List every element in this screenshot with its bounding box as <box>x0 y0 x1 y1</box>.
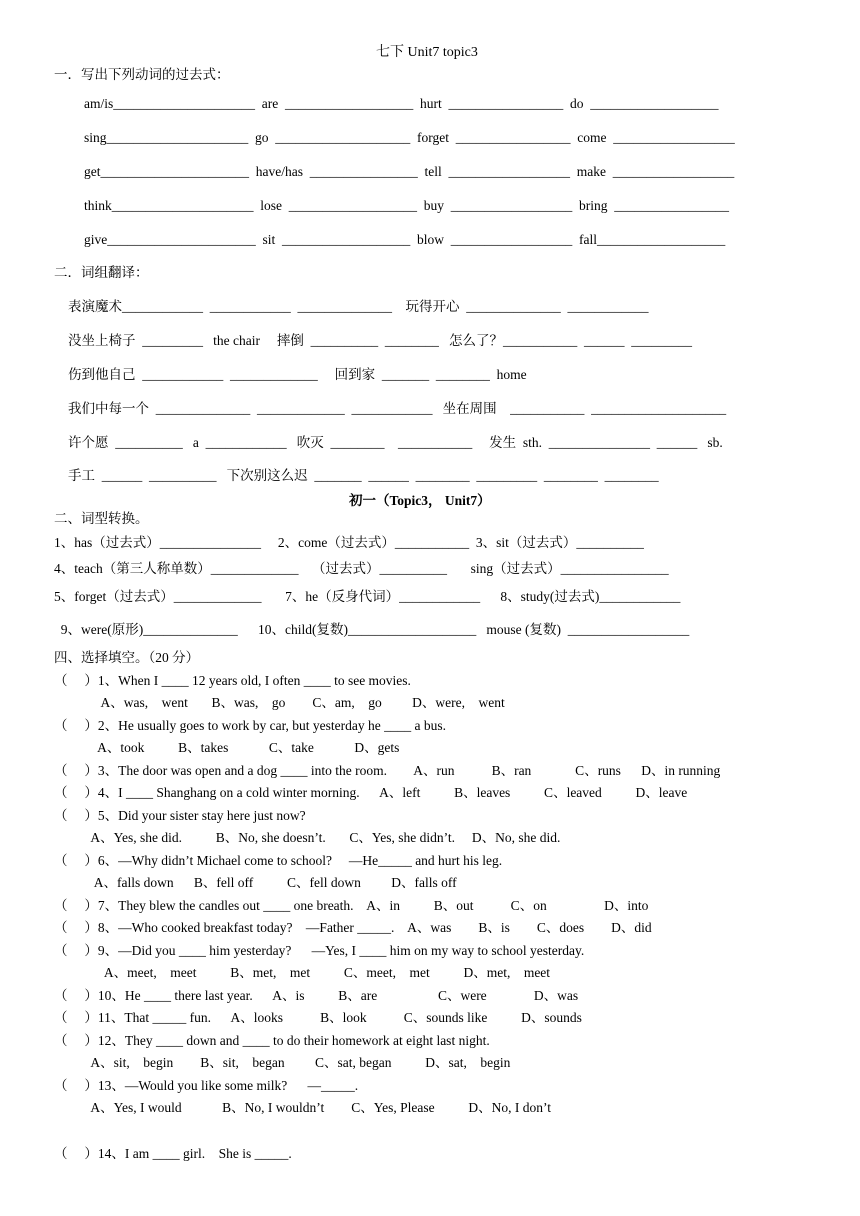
section3-row: 1、has（过去式）_______________ 2、come（过去式）___________ 3、sit（过去式）__________ <box>54 535 644 550</box>
question-line: （ ）4、I ____ Shanghang on a cold winter morning. A、left B、leaves C、leaved D、leave <box>54 785 688 800</box>
question-line: （ ）8、—Who cooked breakfast today? —Father _____. A、was B、is C、does D、did <box>54 920 652 935</box>
section1-row: am/is_____________________ are ___________________ hurt _________________ do ___________________ <box>84 96 719 111</box>
section3-row: 9、were(原形)______________ 10、child(复数)___________________ mouse (复数) __________________ <box>54 622 690 637</box>
section2-row: 手工 ______ __________ 下次别这么迟 _______ ______ ________ _________ ________ ________ <box>68 468 659 483</box>
section3-heading: 二、词型转换。 <box>54 511 149 526</box>
section3-row: 4、teach（第三人称单数）_____________ （过去式）__________ sing（过去式）________________ <box>54 561 669 576</box>
page-title: 七下 Unit7 topic3 <box>376 45 478 60</box>
options-line: A、falls down B、fell off C、fell down D、falls off <box>54 875 457 890</box>
options-line: A、was, went B、was, go C、am, go D、were, went <box>54 695 505 710</box>
question-line: （ ）1、When I ____ 12 years old, I often ____ to see movies. <box>54 673 411 688</box>
section2-row: 没坐上椅子 _________ the chair 摔倒 __________ ________ 怎么了？___________ ______ _________ <box>68 333 692 348</box>
options-line: A、Yes, I would B、No, I wouldn’t C、Yes, Please D、No, I don’t <box>54 1100 552 1115</box>
question-line: （ ）11、That _____ fun. A、looks B、look C、sounds like D、sounds <box>54 1010 582 1025</box>
question-line: （ ）7、They blew the candles out ____ one breath. A、in B、out C、on D、into <box>54 898 649 913</box>
section4-heading: 四、选择填空。（20 分） <box>54 650 200 665</box>
question-line: （ ）9、—Did you ____ him yesterday? —Yes, I ____ him on my way to school yesterday. <box>54 943 585 958</box>
question-line: （ ）6、—Why didn’t Michael come to school? —He_____ and hurt his leg. <box>54 853 503 868</box>
section1-row: give______________________ sit ___________________ blow __________________ fall___________________ <box>84 232 726 247</box>
options-line: A、sit, begin B、sit, began C、sat, began D、sat, begin <box>54 1055 511 1070</box>
question-line: （ ）13、—Would you like some milk? —_____. <box>54 1078 359 1093</box>
section1-row: think_____________________ lose ___________________ buy __________________ bring _________________ <box>84 198 729 213</box>
options-line: A、took B、takes C、take D、gets <box>54 740 400 755</box>
question-line: （ ）14、I am ____ girl. She is _____. <box>54 1146 292 1161</box>
section1-heading: 一．写出下列动词的过去式： <box>54 67 230 82</box>
options-line: A、meet, meet B、met, met C、meet, met D、met, meet <box>54 965 551 980</box>
options-line: A、Yes, she did. B、No, she doesn’t. C、Yes, she didn’t. D、No, she did. <box>54 830 561 845</box>
question-line: （ ）3、The door was open and a dog ____ into the room. A、run B、ran C、runs D、in running <box>54 763 721 778</box>
section2-heading: 二．词组翻译： <box>54 265 149 280</box>
section2-row: 我们中每一个 ______________ _____________ ____________ 坐在周围 ___________ ____________________ <box>68 401 727 416</box>
question-line: （ ）2、He usually goes to work by car, but yesterday he ____ a bus. <box>54 718 447 733</box>
page-subtitle: 初一（Topic3， Unit7） <box>349 493 491 508</box>
section1-row: get______________________ have/has ________________ tell __________________ make __________________ <box>84 164 735 179</box>
section2-row: 伤到他自己 ____________ _____________ 回到家 _______ ________ home <box>68 367 527 382</box>
question-line: （ ）12、They ____ down and ____ to do their homework at eight last night. <box>54 1033 490 1048</box>
section3-row: 5、forget（过去式）_____________ 7、he（反身代词）____________ 8、study(过去式)____________ <box>54 589 681 604</box>
section2-row: 许个愿 __________ a ____________ 吹灭 ________ ___________ 发生 sth. _______________ ______ sb. <box>68 435 723 450</box>
question-line: （ ）5、Did your sister stay here just now? <box>54 808 306 823</box>
question-line: （ ）10、He ____ there last year. A、is B、are C、were D、was <box>54 988 579 1003</box>
section1-row: sing_____________________ go ____________________ forget _________________ come __________________ <box>84 130 735 145</box>
section2-row: 表演魔术____________ ____________ ______________ 玩得开心 ______________ ____________ <box>68 299 649 314</box>
